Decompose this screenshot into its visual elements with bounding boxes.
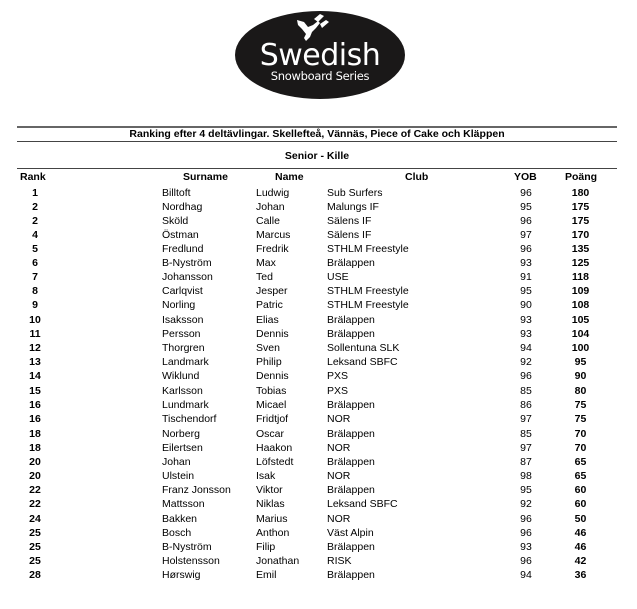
cell-name: Elias (256, 314, 279, 326)
cell-club: NOR (327, 442, 351, 454)
cell-points: 80 (574, 385, 587, 397)
cell-club: Brälappen (327, 541, 375, 553)
cell-yob: 94 (520, 569, 532, 581)
cell-club: Sälens IF (327, 215, 372, 227)
cell-surname: Landmark (162, 356, 209, 368)
cell-name: Sven (256, 342, 280, 354)
cell-yob: 92 (520, 356, 532, 368)
table-row (0, 313, 637, 327)
cell-points: 60 (574, 484, 587, 496)
header-divider (17, 168, 617, 169)
cell-yob: 85 (520, 428, 532, 440)
cell-surname: Eilertsen (162, 442, 203, 454)
cell-yob: 98 (520, 470, 532, 482)
cell-surname: Wiklund (162, 370, 200, 382)
table-row (0, 256, 637, 270)
cell-points: 118 (572, 271, 589, 283)
cell-yob: 97 (520, 442, 532, 454)
table-row (0, 242, 637, 256)
cell-club: NOR (327, 413, 351, 425)
table-row (0, 200, 637, 214)
table-row (0, 341, 637, 355)
swedish-snowboard-series-logo (234, 10, 406, 100)
cell-surname: Fredlund (162, 243, 204, 255)
cell-surname: Norberg (162, 428, 200, 440)
cell-yob: 96 (520, 370, 532, 382)
cell-name: Isak (256, 470, 276, 482)
cell-rank: 20 (29, 456, 41, 468)
cell-club: Sollentuna SLK (327, 342, 400, 354)
cell-yob: 91 (520, 271, 532, 283)
cell-rank: 2 (32, 201, 38, 213)
cell-surname: Tischendorf (162, 413, 217, 425)
cell-club: Sälens IF (327, 229, 372, 241)
cell-surname: Isaksson (162, 314, 204, 326)
cell-rank: 8 (32, 285, 38, 297)
cell-points: 36 (574, 569, 587, 581)
cell-surname: Bosch (162, 527, 192, 539)
cell-name: Fridtjof (256, 413, 289, 425)
cell-points: 46 (574, 527, 587, 539)
cell-points: 65 (574, 456, 587, 468)
cell-surname: Nordhag (162, 201, 203, 213)
cell-name: Marcus (256, 229, 291, 241)
cell-yob: 97 (520, 413, 532, 425)
table-row (0, 284, 637, 298)
cell-surname: Karlsson (162, 385, 203, 397)
cell-club: Brälappen (327, 257, 375, 269)
cell-club: NOR (327, 513, 351, 525)
header-name: Name (275, 171, 304, 183)
cell-club: Brälappen (327, 399, 375, 411)
cell-points: 50 (574, 513, 587, 525)
cell-points: 75 (574, 399, 587, 411)
cell-yob: 96 (520, 215, 532, 227)
cell-rank: 7 (32, 271, 38, 283)
cell-name: Emil (256, 569, 277, 581)
header-club: Club (405, 171, 429, 183)
cell-name: Jonathan (256, 555, 300, 567)
logo-line-1: Swedish (259, 38, 381, 73)
cell-rank: 5 (32, 243, 38, 255)
cell-points: 65 (574, 470, 587, 482)
cell-club: Brälappen (327, 428, 375, 440)
cell-club: Brälappen (327, 314, 375, 326)
cell-rank: 4 (32, 229, 38, 241)
table-row (0, 497, 637, 511)
cell-points: 108 (571, 299, 590, 311)
cell-surname: B-Nyström (162, 541, 212, 553)
cell-yob: 93 (520, 541, 532, 553)
cell-name: Patric (256, 299, 283, 311)
cell-points: 46 (574, 541, 587, 553)
table-row (0, 540, 637, 554)
cell-surname: Persson (162, 328, 201, 340)
cell-club: PXS (327, 385, 349, 397)
ranking-title: Ranking efter 4 deltävlingar. Skellefteå, Vännäs, Piece of Cake och Kläppen (129, 128, 505, 140)
cell-rank: 20 (29, 470, 41, 482)
cell-yob: 95 (520, 484, 532, 496)
cell-points: 60 (574, 498, 587, 510)
cell-points: 135 (571, 243, 590, 255)
cell-rank: 25 (29, 527, 41, 539)
cell-rank: 2 (32, 215, 38, 227)
table-row (0, 186, 637, 200)
cell-name: Dennis (256, 370, 289, 382)
cell-points: 105 (571, 314, 590, 326)
title-divider (17, 141, 617, 142)
cell-yob: 96 (520, 555, 532, 567)
table-row (0, 455, 637, 469)
table-row (0, 441, 637, 455)
cell-club: Väst Alpin (327, 527, 374, 539)
cell-yob: 92 (520, 498, 532, 510)
cell-surname: Thorgren (162, 342, 205, 354)
cell-points: 70 (574, 442, 587, 454)
table-row (0, 483, 637, 497)
cell-name: Niklas (256, 498, 285, 510)
cell-club: Malungs IF (327, 201, 379, 213)
cell-surname: Franz Jonsson (162, 484, 231, 496)
cell-yob: 85 (520, 385, 532, 397)
cell-club: STHLM Freestyle (327, 243, 409, 255)
cell-rank: 11 (29, 328, 41, 340)
cell-name: Tobias (256, 385, 287, 397)
cell-club: RISK (327, 555, 352, 567)
table-row (0, 512, 637, 526)
cell-surname: Johansson (162, 271, 213, 283)
table-row (0, 270, 637, 284)
cell-rank: 25 (29, 555, 41, 567)
cell-surname: Hørswig (162, 569, 201, 581)
cell-surname: Mattsson (162, 498, 205, 510)
cell-points: 75 (574, 413, 587, 425)
category-subtitle: Senior - Kille (284, 150, 350, 162)
cell-points: 42 (574, 555, 587, 567)
cell-yob: 90 (520, 299, 532, 311)
cell-club: NOR (327, 470, 351, 482)
cell-points: 175 (571, 215, 590, 227)
cell-club: Sub Surfers (327, 187, 383, 199)
cell-yob: 95 (520, 285, 532, 297)
cell-rank: 16 (29, 413, 41, 425)
table-row (0, 554, 637, 568)
cell-club: PXS (327, 370, 349, 382)
cell-club: USE (327, 271, 349, 283)
cell-club: Brälappen (327, 328, 375, 340)
cell-yob: 96 (520, 513, 532, 525)
cell-name: Fredrik (256, 243, 289, 255)
cell-rank: 15 (29, 385, 41, 397)
cell-points: 104 (571, 328, 590, 340)
cell-rank: 14 (29, 370, 41, 382)
table-row (0, 228, 637, 242)
cell-club: Brälappen (327, 484, 375, 496)
table-row (0, 526, 637, 540)
cell-name: Viktor (256, 484, 283, 496)
table-row (0, 327, 637, 341)
cell-name: Filip (256, 541, 276, 553)
cell-yob: 93 (520, 328, 532, 340)
cell-name: Löfstedt (256, 456, 294, 468)
cell-rank: 13 (29, 356, 41, 368)
cell-yob: 93 (520, 314, 532, 326)
cell-name: Anthon (256, 527, 290, 539)
cell-name: Marius (256, 513, 288, 525)
cell-surname: Bakken (162, 513, 198, 525)
cell-club: STHLM Freestyle (327, 285, 409, 297)
cell-points: 170 (571, 229, 590, 241)
logo-line-2: Snowboard Series (270, 69, 370, 83)
cell-rank: 22 (29, 484, 41, 496)
cell-club: Brälappen (327, 569, 375, 581)
cell-yob: 87 (520, 456, 532, 468)
cell-points: 180 (571, 187, 590, 199)
cell-points: 125 (571, 257, 590, 269)
cell-yob: 95 (520, 201, 532, 213)
table-row (0, 298, 637, 312)
cell-yob: 86 (520, 399, 532, 411)
cell-rank: 18 (29, 428, 41, 440)
cell-surname: Östman (162, 229, 199, 241)
cell-club: Leksand SBFC (327, 356, 398, 368)
header-yob: YOB (514, 171, 537, 183)
cell-rank: 18 (29, 442, 41, 454)
cell-surname: Ulstein (162, 470, 195, 482)
cell-name: Haakon (256, 442, 293, 454)
cell-rank: 22 (29, 498, 41, 510)
cell-rank: 12 (29, 342, 41, 354)
cell-name: Philip (256, 356, 282, 368)
table-row (0, 214, 637, 228)
table-header (0, 170, 637, 184)
table-row (0, 398, 637, 412)
cell-club: STHLM Freestyle (327, 299, 409, 311)
cell-name: Max (256, 257, 276, 269)
cell-rank: 6 (32, 257, 38, 269)
cell-points: 90 (574, 370, 587, 382)
cell-club: Leksand SBFC (327, 498, 398, 510)
cell-club: Brälappen (327, 456, 375, 468)
cell-yob: 97 (520, 229, 532, 241)
cell-surname: Billtoft (162, 187, 191, 199)
header-points: Poäng (565, 171, 598, 183)
cell-rank: 25 (29, 541, 41, 553)
table-row (0, 568, 637, 582)
cell-surname: Norling (162, 299, 196, 311)
cell-surname: Holstensson (162, 555, 220, 567)
cell-points: 95 (574, 356, 587, 368)
cell-name: Ted (256, 271, 273, 283)
cell-surname: Lundmark (162, 399, 209, 411)
cell-name: Dennis (256, 328, 289, 340)
cell-points: 109 (571, 285, 590, 297)
cell-surname: Carlqvist (162, 285, 203, 297)
table-row (0, 384, 637, 398)
cell-yob: 94 (520, 342, 532, 354)
cell-name: Jesper (256, 285, 288, 297)
cell-name: Micael (256, 399, 287, 411)
cell-points: 100 (571, 342, 590, 354)
cell-yob: 96 (520, 187, 532, 199)
cell-rank: 9 (32, 299, 38, 311)
header-rank: Rank (20, 171, 46, 183)
cell-surname: Johan (162, 456, 191, 468)
cell-yob: 96 (520, 527, 532, 539)
cell-yob: 96 (520, 243, 532, 255)
table-row (0, 369, 637, 383)
cell-rank: 1 (32, 187, 38, 199)
cell-name: Johan (256, 201, 285, 213)
cell-surname: B-Nyström (162, 257, 212, 269)
cell-surname: Sköld (162, 215, 189, 227)
cell-name: Ludwig (256, 187, 290, 199)
cell-name: Oscar (256, 428, 285, 440)
cell-rank: 10 (29, 314, 41, 326)
cell-name: Calle (256, 215, 280, 227)
cell-points: 70 (574, 428, 587, 440)
cell-yob: 93 (520, 257, 532, 269)
header-surname: Surname (183, 171, 228, 183)
cell-rank: 16 (29, 399, 41, 411)
table-row (0, 355, 637, 369)
table-row (0, 427, 637, 441)
table-row (0, 469, 637, 483)
cell-rank: 24 (29, 513, 41, 525)
cell-points: 175 (571, 201, 590, 213)
table-row (0, 412, 637, 426)
cell-rank: 28 (29, 569, 41, 581)
